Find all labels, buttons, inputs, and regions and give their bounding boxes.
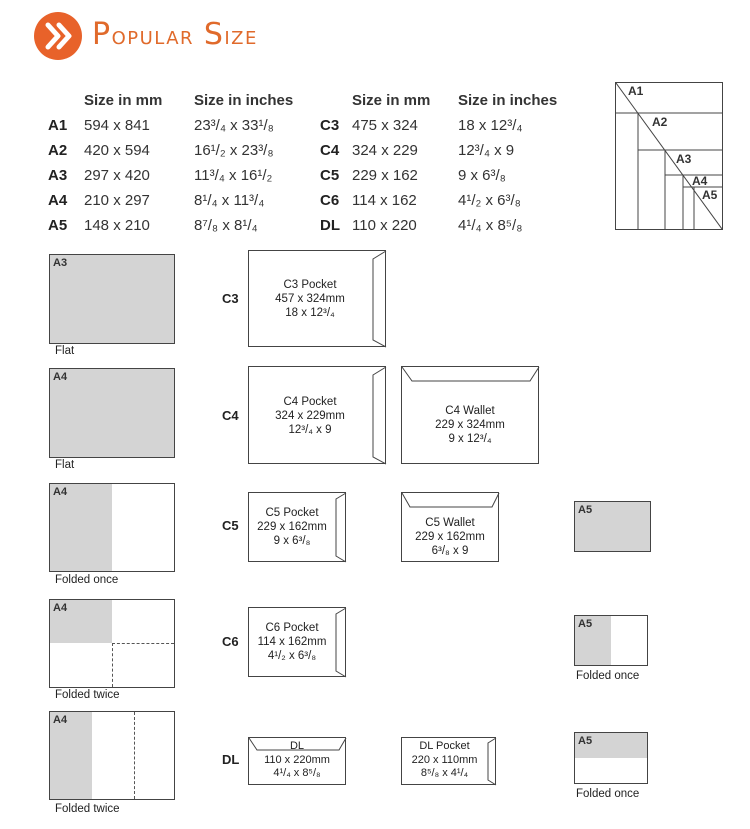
paper-a3-flat	[49, 254, 175, 344]
size-inches: 4¹/₄ x 8⁵/₈	[458, 217, 523, 234]
paper-label: A5	[578, 618, 593, 630]
envelope-c5-pocket	[248, 492, 346, 562]
size-mm: 210 x 297	[84, 192, 150, 209]
size-inches: 23³/₄ x 33¹/₈	[194, 117, 274, 134]
paper-caption: Folded twice	[55, 803, 120, 815]
paper-size-ratio-diagram	[615, 82, 723, 230]
size-code: A3	[48, 167, 68, 184]
paper-label: A3	[53, 257, 68, 269]
double-chevron-right-icon	[34, 12, 82, 60]
brand-logo	[34, 12, 82, 60]
size-mm: 148 x 210	[84, 217, 150, 234]
ratio-label: A4	[692, 174, 708, 188]
size-mm: 229 x 162	[352, 167, 418, 184]
ratio-label: A5	[702, 188, 718, 202]
envelope-mm: 110 x 220mm	[264, 753, 330, 766]
paper-a5-folded-once-dl	[574, 732, 648, 784]
fold-line	[112, 643, 113, 687]
envelope-c3-pocket	[248, 250, 386, 347]
envelope-mm: 457 x 324mm	[275, 293, 345, 305]
paper-caption: Folded once	[576, 788, 640, 800]
size-inches: 8¹/₄ x 11³/₄	[194, 192, 265, 209]
paper-label: A4	[53, 602, 68, 614]
size-code: A5	[48, 217, 68, 234]
envelope-mm: 229 x 162mm	[257, 521, 327, 533]
header-size-mm-left: Size in mm	[84, 92, 163, 109]
paper-label: A5	[578, 735, 593, 747]
size-mm: 475 x 324	[352, 117, 418, 134]
envelope-name: C5 Pocket	[265, 507, 319, 519]
envelope-mm: 114 x 162mm	[257, 636, 327, 648]
envelope-c4-wallet	[401, 366, 539, 464]
ratio-label: A1	[628, 84, 644, 98]
paper-a4-flat	[49, 368, 175, 458]
envelope-inches: 9 x 6³/₈	[273, 535, 311, 547]
envelope-inches: 6³/₈ x 9	[431, 545, 469, 557]
size-mm: 594 x 841	[84, 117, 150, 134]
ratio-label: A2	[652, 115, 668, 129]
size-mm: 324 x 229	[352, 142, 418, 159]
envelope-name: C3 Pocket	[283, 279, 337, 291]
fold-line	[134, 712, 135, 799]
header-size-inches-left: Size in inches	[194, 92, 294, 109]
envelope-inches: 12³/₄ x 9	[288, 424, 332, 436]
paper-a4-folded-twice	[49, 599, 175, 688]
envelope-mm: 220 x 110mm	[411, 753, 478, 766]
size-code: C3	[320, 117, 340, 134]
paper-caption: Flat	[55, 459, 75, 471]
size-mm: 420 x 594	[84, 142, 150, 159]
header-size-inches-right: Size in inches	[458, 92, 558, 109]
size-code: C4	[320, 142, 340, 159]
paper-label: A4	[53, 486, 68, 498]
size-code: A1	[48, 117, 68, 134]
envelope-code: C6	[222, 634, 239, 649]
page-title: Popular Size	[92, 17, 258, 52]
paper-caption: Folded once	[55, 574, 119, 586]
paper-caption: Flat	[55, 345, 75, 357]
envelope-dl-wallet	[248, 737, 346, 785]
size-inches: 18 x 12³/₄	[458, 117, 523, 134]
header-size-mm-right: Size in mm	[352, 92, 431, 109]
envelope-mm: 324 x 229mm	[275, 410, 345, 422]
size-code: C6	[320, 192, 340, 209]
envelope-mm: 229 x 324mm	[435, 419, 505, 431]
paper-a5-folded-once	[574, 615, 648, 666]
size-code: DL	[320, 217, 340, 234]
size-mm: 114 x 162	[352, 192, 417, 209]
size-code: A4	[48, 192, 68, 209]
paper-a4-folded-once	[49, 483, 175, 572]
paper-a4-folded-twice-dl	[49, 711, 175, 800]
envelope-inches: 4¹/₄ x 8⁵/₈	[273, 767, 321, 779]
size-inches: 12³/₄ x 9	[458, 142, 515, 159]
envelope-code: C3	[222, 291, 239, 306]
envelope-inches: 4¹/₂ x 6³/₈	[267, 650, 317, 662]
envelope-code: DL	[222, 752, 240, 767]
envelope-name: C5 Wallet	[425, 517, 475, 529]
envelope-dl-pocket	[401, 737, 496, 785]
envelope-inches: 18 x 12³/₄	[285, 307, 335, 319]
envelope-name: DL Pocket	[419, 740, 470, 752]
envelope-mm: 229 x 162mm	[415, 531, 485, 543]
envelope-inches: 8⁵/₈ x 4¹/₄	[420, 767, 469, 779]
size-inches: 8⁷/₈ x 8¹/₄	[194, 217, 258, 234]
envelope-inches: 9 x 12³/₄	[448, 433, 492, 445]
envelope-code: C5	[222, 518, 239, 533]
envelope-name: C4 Pocket	[283, 396, 337, 408]
ratio-label: A3	[676, 152, 692, 166]
envelope-name: C6 Pocket	[265, 622, 319, 634]
paper-label: A5	[578, 504, 593, 516]
ratio-lines	[616, 83, 722, 229]
size-code: A2	[48, 142, 68, 159]
envelope-c6-pocket	[248, 607, 346, 677]
paper-caption: Folded once	[576, 670, 640, 682]
size-mm: 297 x 420	[84, 167, 150, 184]
size-code: C5	[320, 167, 340, 184]
size-mm: 110 x 220	[352, 217, 417, 234]
fold-line	[112, 643, 174, 644]
paper-a5-flat	[574, 501, 651, 552]
envelope-code: C4	[222, 408, 239, 423]
envelope-name: DL	[289, 740, 305, 752]
envelope-c5-wallet	[401, 492, 499, 562]
size-inches: 11³/₄ x 16¹/₂	[194, 167, 273, 184]
envelope-name: C4 Wallet	[445, 405, 495, 417]
paper-caption: Folded twice	[55, 689, 120, 701]
paper-label: A4	[53, 371, 68, 383]
size-inches: 4¹/₂ x 6³/₈	[458, 192, 521, 209]
paper-label: A4	[53, 714, 68, 726]
envelope-c4-pocket	[248, 366, 386, 464]
size-inches: 16¹/₂ x 23³/₈	[194, 142, 274, 159]
size-inches: 9 x 6³/₈	[458, 167, 506, 184]
